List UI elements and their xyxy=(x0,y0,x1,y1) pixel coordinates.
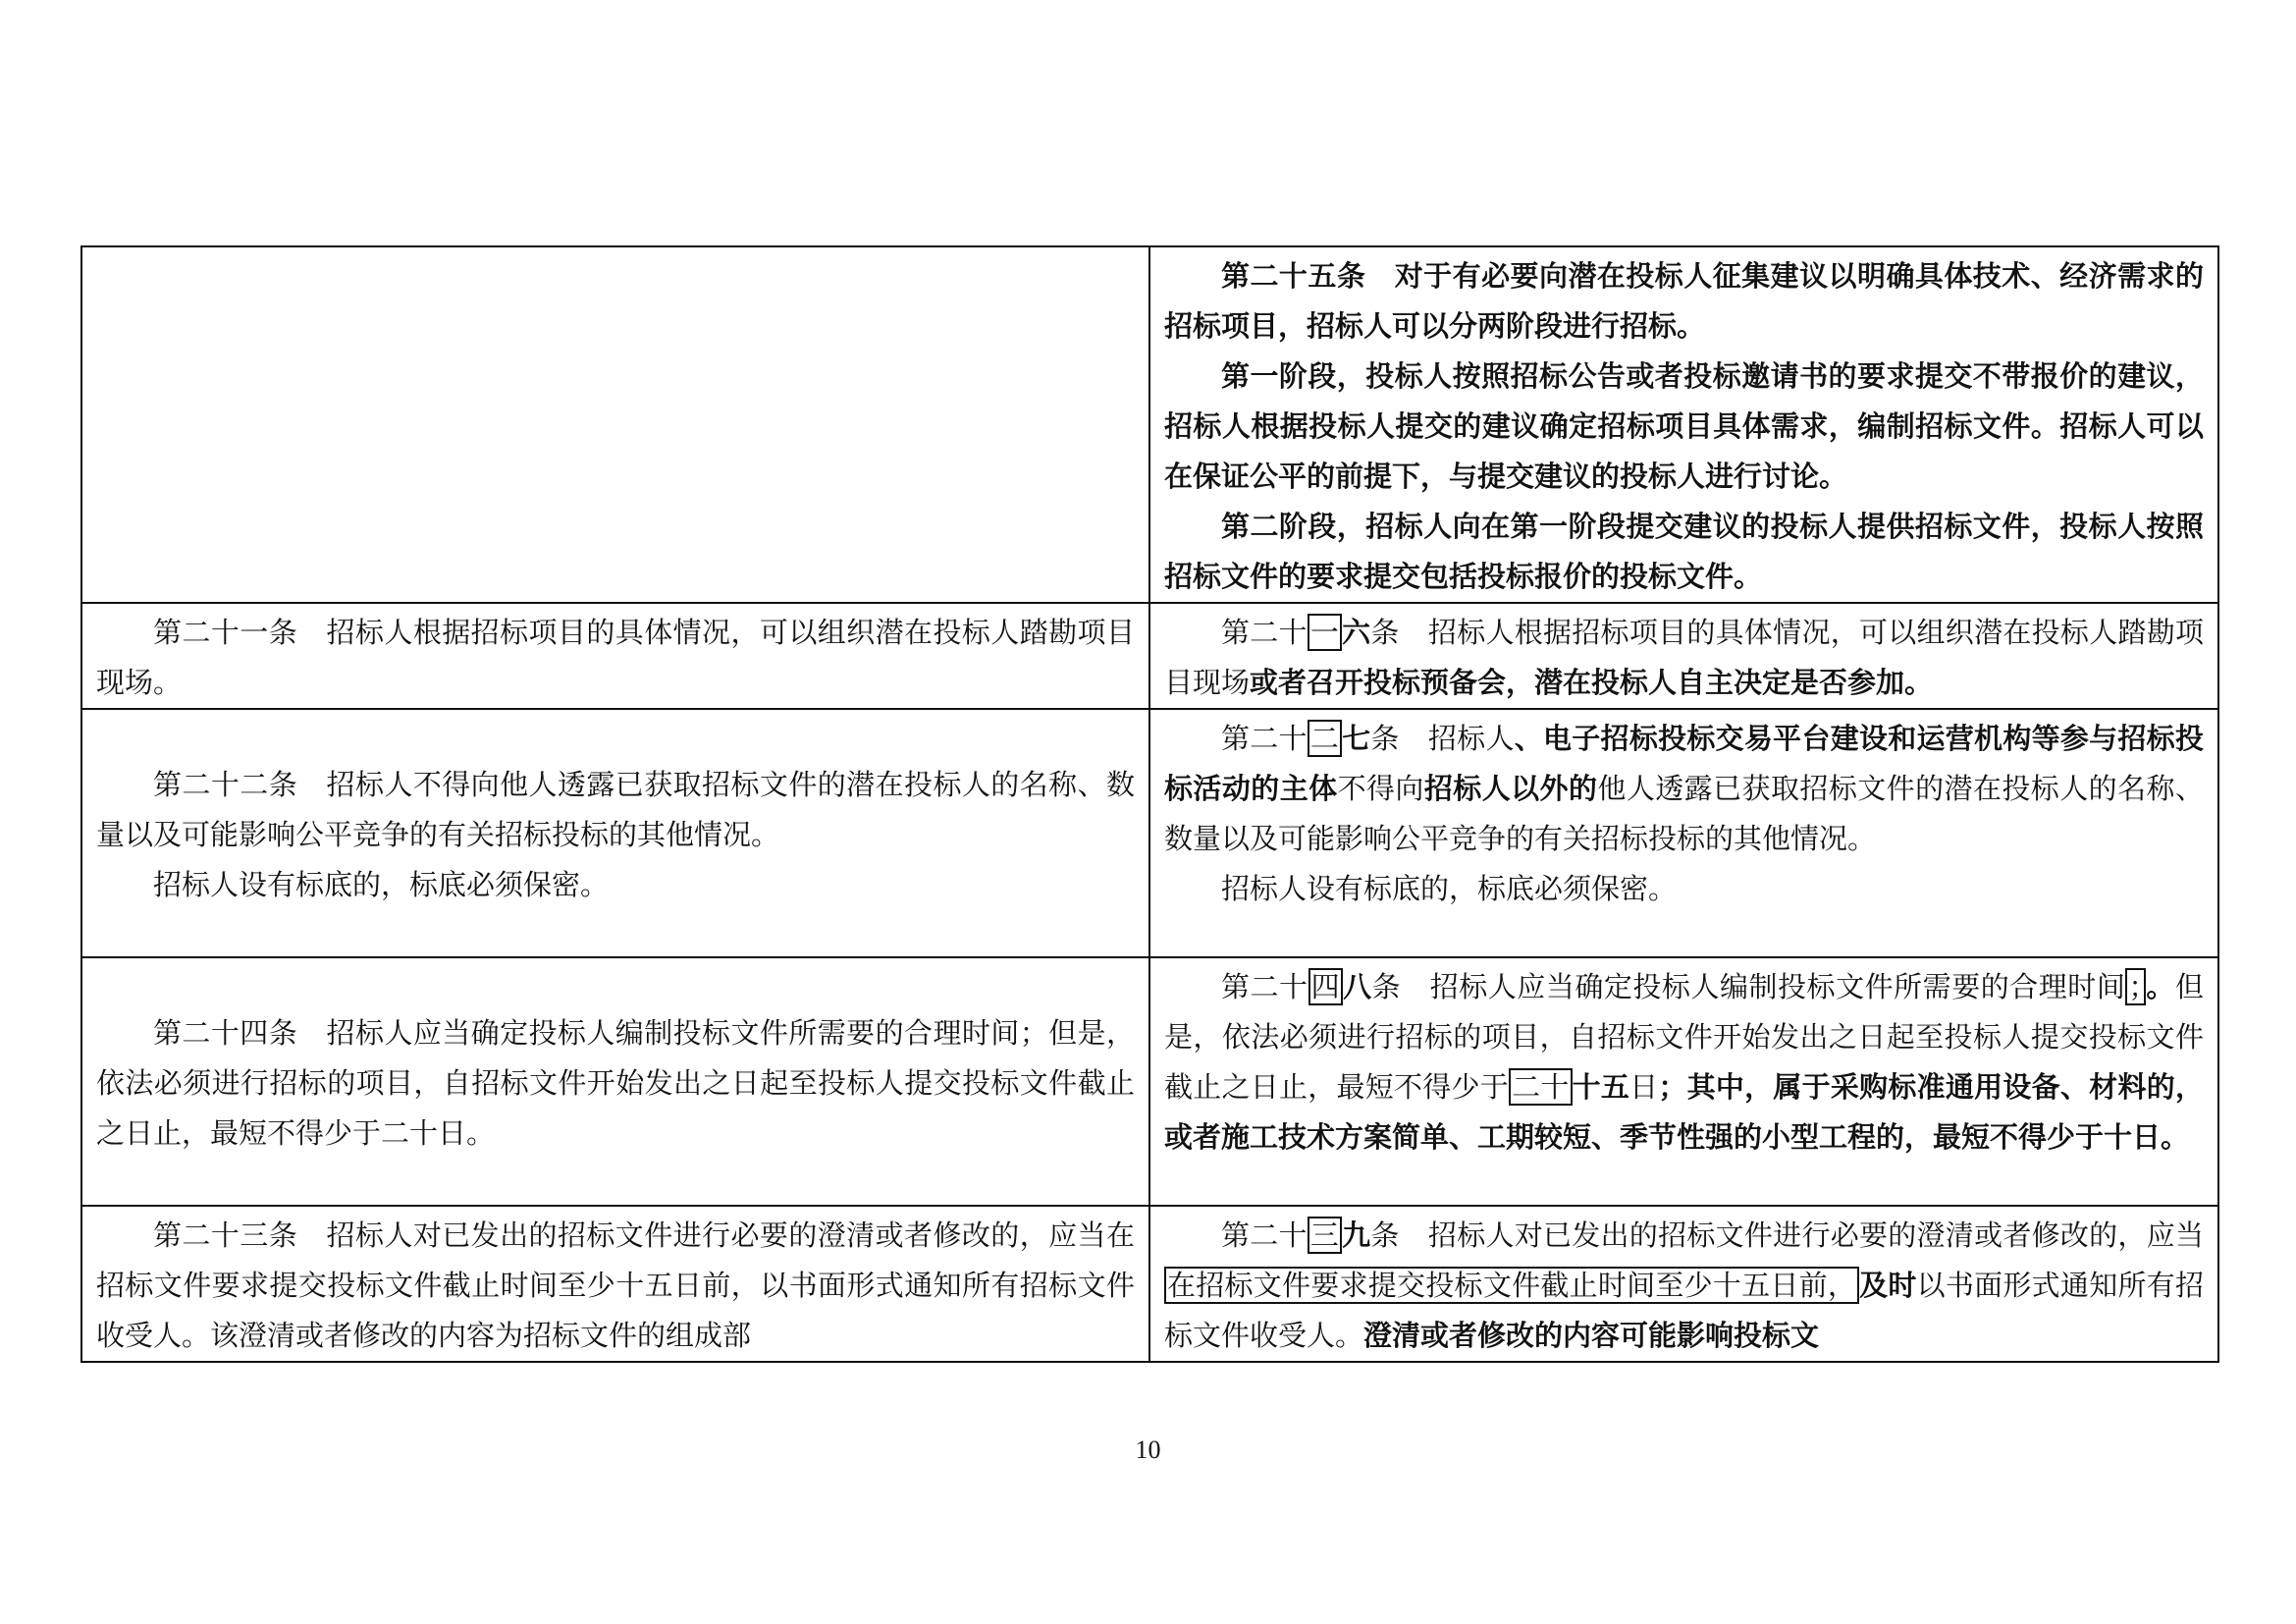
left-cell xyxy=(81,603,1149,709)
text-segment: 第二十三条 招标人对已发出的招标文件进行必要的澄清或者修改的，应当在招标文件要求提交投标文件截止时间至少十五日前，以书面形式通知所有招标文件收受人。该澄清或者修改的内容为招标文件的组成部 xyxy=(96,1218,1135,1352)
paragraph xyxy=(96,1008,1135,1159)
right-cell xyxy=(1149,1206,2218,1362)
table-row xyxy=(81,1206,2218,1362)
text-segment: 但是，依法必须进行招标的项目，自招标文件开始发出之日起至投标人提交投标文件截止之日止，最短不得少于 xyxy=(1164,970,2204,1104)
left-cell xyxy=(81,957,1149,1206)
text-segment: 条 招标人 xyxy=(1370,722,1515,755)
added-text: 第一阶段，投标人按照招标公告或者投标邀请书的要求提交不带报价的建议，招标人根据投标人提交的建议确定招标项目具体需求，编制招标文件。招标人可以在保证公平的前提下，与提交建议的投标人进行讨论。 xyxy=(1164,359,2204,493)
text-segment: 招标人设有标底的，标底必须保密。 xyxy=(1221,872,1678,905)
added-text: 八 xyxy=(1343,970,1372,1003)
text-segment: 他人透露已获取招标文件的潜在投标人的名称、数量以及可能影响公平竞争的有关招标投标的其他情况。 xyxy=(1164,772,2204,855)
text-segment: 第二十一条 招标人根据招标项目的具体情况，可以组织潜在投标人踏勘项目现场。 xyxy=(96,616,1135,699)
paragraph xyxy=(1164,864,2204,914)
deleted-text-box: 在招标文件要求提交投标文件截止时间至少十五日前， xyxy=(1164,1267,1859,1304)
text-segment: 条 招标人对已发出的招标文件进行必要的澄清或者修改的，应当 xyxy=(1370,1218,2204,1252)
added-text: ；其中，属于采购标准通用设备、材料的，或者施工技术方案简单、工期较短、季节性强的小型工程的，最短不得少于十日。 xyxy=(1164,1070,2204,1154)
text-segment: 第二十四条 招标人应当确定投标人编制投标文件所需要的合理时间；但是，依法必须进行招标的项目，自招标文件开始发出之日起至投标人提交投标文件截止之日止，最短不得少于二十日。 xyxy=(96,1016,1135,1150)
added-text: 招标人以外的 xyxy=(1423,772,1598,805)
added-text: 、电子招标投标交易平台建设和运营机构等参与招标投标活动的主体 xyxy=(1164,722,2204,805)
paragraph xyxy=(96,1211,1135,1361)
deleted-text-box: 二 xyxy=(1308,720,1342,757)
text-segment: 条 招标人根据招标项目的具体情况，可以组织潜在投标人踏勘项目现场 xyxy=(1164,616,2204,699)
added-text: 或者召开投标预备会，潜在投标人自主决定是否参加。 xyxy=(1250,666,1934,699)
text-segment: 第二十二条 招标人不得向他人透露已获取招标文件的潜在投标人的名称、数量以及可能影响公平竞争的有关招标投标的其他情况。 xyxy=(96,768,1135,851)
deleted-text-box: 四 xyxy=(1308,968,1344,1005)
added-text: 七 xyxy=(1342,722,1371,755)
text-segment: 招标人设有标底的，标底必须保密。 xyxy=(153,868,610,901)
table-row xyxy=(81,957,2218,1206)
right-cell xyxy=(1149,246,2218,603)
added-text: 。 xyxy=(2145,970,2175,1003)
right-cell xyxy=(1149,603,2218,709)
right-cell xyxy=(1149,957,2218,1206)
added-text: 第二十五条 对于有必要向潜在投标人征集建议以明确具体技术、经济需求的招标项目，招标人可以分两阶段进行招标。 xyxy=(1164,259,2204,343)
text-segment: 以书面形式通知所有招标文件收受人。 xyxy=(1164,1269,2204,1352)
paragraph xyxy=(96,608,1135,708)
deleted-text-box: 一 xyxy=(1308,614,1342,651)
text-segment: 日 xyxy=(1629,1070,1659,1104)
deleted-text-box: 三 xyxy=(1308,1217,1342,1254)
text-segment: 第二十 xyxy=(1221,722,1308,755)
added-text: 第二阶段，招标人向在第一阶段提交建议的投标人提供招标文件，投标人按照招标文件的要求提交包括投标报价的投标文件。 xyxy=(1164,510,2204,593)
added-text: 九 xyxy=(1342,1218,1371,1252)
paragraph xyxy=(1164,608,2204,708)
text-segment: 第二十 xyxy=(1221,616,1308,649)
added-text: 十五 xyxy=(1572,1070,1630,1104)
paragraph xyxy=(96,760,1135,860)
paragraph xyxy=(1164,502,2204,602)
paragraph xyxy=(1164,1211,2204,1361)
paragraph xyxy=(1164,352,2204,502)
page-number: 10 xyxy=(1135,1435,1161,1464)
deleted-text-box: 二十 xyxy=(1509,1068,1573,1106)
deleted-text-box: ； xyxy=(2125,968,2146,1005)
added-text: 六 xyxy=(1342,616,1371,649)
right-cell xyxy=(1149,709,2218,957)
left-cell xyxy=(81,1206,1149,1362)
added-text: 澄清或者修改的内容可能影响投标文 xyxy=(1363,1319,1820,1352)
comparison-table xyxy=(80,245,2219,1363)
left-cell xyxy=(81,709,1149,957)
table-row xyxy=(81,246,2218,603)
paragraph xyxy=(1164,714,2204,864)
added-text: 及时 xyxy=(1859,1269,1917,1302)
paragraph xyxy=(96,860,1135,910)
text-segment: 第二十 xyxy=(1221,1218,1308,1252)
table-row xyxy=(81,709,2218,957)
text-segment: 第二十 xyxy=(1221,970,1308,1003)
left-cell xyxy=(81,246,1149,603)
paragraph xyxy=(1164,962,2204,1163)
table-row xyxy=(81,603,2218,709)
paragraph xyxy=(1164,251,2204,352)
text-segment: 不得向 xyxy=(1337,772,1424,805)
text-segment: 条 招标人应当确定投标人编制投标文件所需要的合理时间 xyxy=(1371,970,2126,1003)
